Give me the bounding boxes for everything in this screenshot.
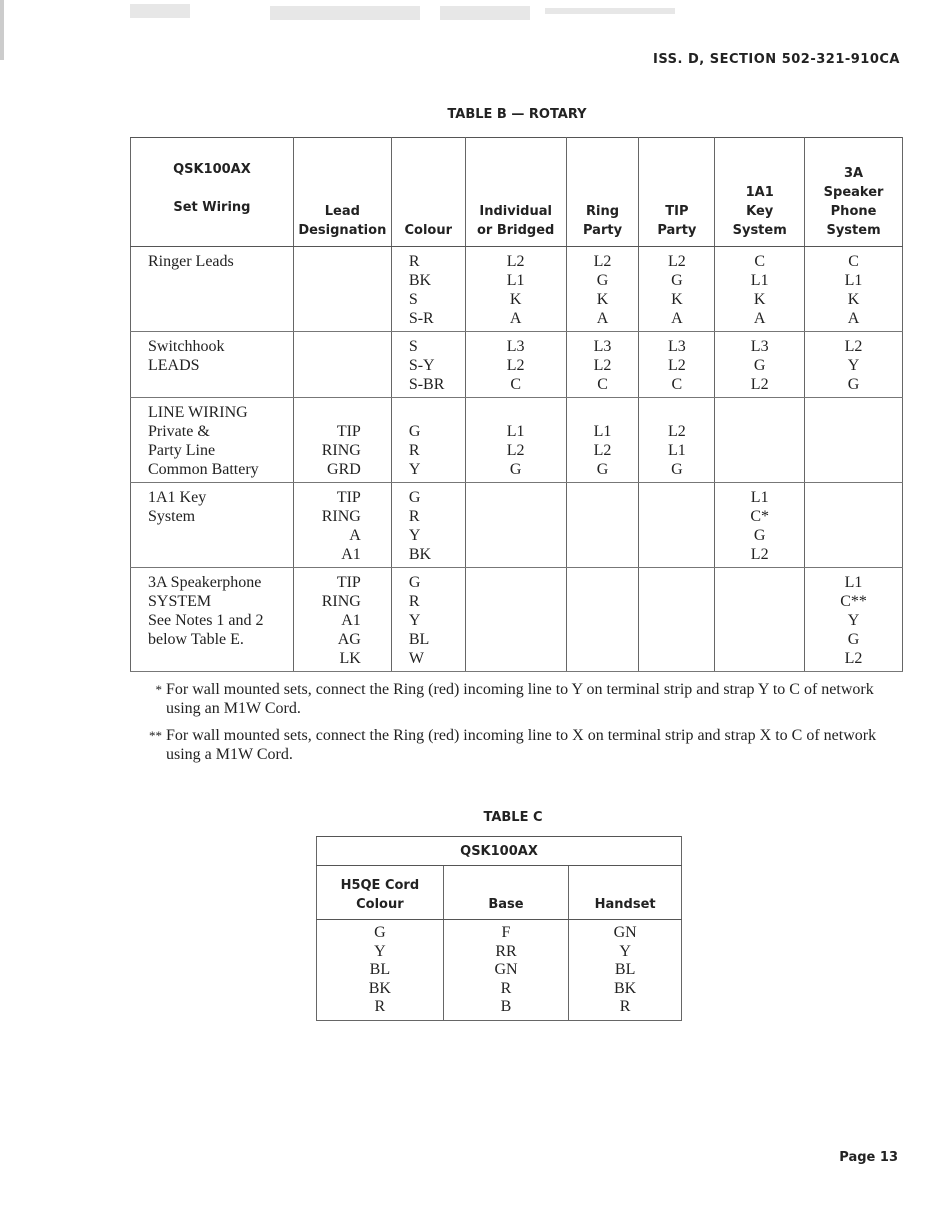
footnote-mark: ** [149,728,162,743]
table-b-col-header [391,138,465,247]
cell-line: L1 [667,442,686,459]
header-line: Speaker [823,185,884,200]
table-b-cell [566,398,639,483]
cell-line: L2 [593,442,612,459]
table-b [130,137,903,672]
cell-line: Y [847,612,860,629]
cell-line: SYSTEM [148,593,212,610]
cell-line: G [671,272,683,289]
header-line: H5QE Cord [340,878,420,893]
cell-line: L2 [844,338,863,355]
cell-line: BL [614,961,636,978]
header-line: Key [746,204,774,219]
header-line: Ring [586,204,620,219]
cell-line: L3 [593,338,612,355]
cell-line: See Notes 1 and 2 [148,612,264,629]
table-b-cell [715,483,805,568]
cell-line: TIP [336,574,361,591]
table-b-cell [715,398,805,483]
cell-line: K [753,291,766,308]
table-b-cell [131,568,294,672]
table-b-cell [639,568,715,672]
header-line: or Bridged [476,223,555,238]
table-c [316,836,682,1021]
cell-line: A [349,527,361,544]
cell-line: A [596,310,609,327]
header-line: TIP [665,204,689,219]
header-line: Designation [298,223,387,238]
cell-line: RING [321,508,361,525]
cell-line: R [408,508,420,525]
table-b-col-header [639,138,715,247]
footnotes [140,680,880,772]
table-b-col-header [131,138,294,247]
cell-line: A [753,310,766,327]
table-c-group-header: QSK100AX [317,837,682,866]
cell-line: Y [847,357,860,374]
cell-line: L1 [844,574,863,591]
header-line: Party [657,223,697,238]
header-line: Colour [404,223,453,238]
cell-line: K [847,291,860,308]
table-b-title: TABLE B — ROTARY [447,107,587,122]
page-number: Page 13 [839,1150,898,1165]
footnote [140,680,880,718]
table-b-cell [805,332,903,398]
table-b-cell [391,398,465,483]
cell-line: G [408,489,421,506]
table-c-group-header-row [317,837,682,866]
table-b-cell [391,247,465,332]
table-b-row [131,332,903,398]
scan-edge [0,0,4,60]
cell-line: Ringer Leads [148,253,234,270]
cell-line: L1 [506,272,525,289]
cell-line: B [500,998,512,1015]
cell-line: L2 [750,376,769,393]
cell-line: 3A Speakerphone [148,574,262,591]
table-b-cell [566,332,639,398]
cell-line: G [753,527,766,544]
cell-line: L2 [506,357,525,374]
cell-line: BK [614,979,637,997]
cell-line: TIP [336,423,361,440]
table-b-cell [465,247,566,332]
cell-line: S [408,338,418,355]
table-b-cell [566,247,639,332]
cell-line: R [408,442,420,459]
cell-line: GN [613,924,637,941]
table-b-cell [131,398,294,483]
footnote-text: For wall mounted sets, connect the Ring (red) incoming line to Y on terminal strip and strap Y to C of network using an M1W Cord. [166,681,874,717]
scan-smudge [440,6,530,20]
table-b-cell [715,247,805,332]
header-line [294,183,391,202]
cell-line: S [408,291,418,308]
cell-line: K [596,291,609,308]
cell-line: Y [408,461,421,478]
cell-line: R [408,253,420,270]
header-line: Colour [356,897,404,912]
cell-line: below Table E. [148,631,244,648]
cell-line: AG [337,631,361,648]
table-c-title: TABLE C [483,810,543,825]
table-b-cell [566,568,639,672]
cell-line: S-Y [408,357,435,374]
table-b-col-header [293,138,391,247]
cell-line: A1 [341,546,361,563]
header-line: System [826,223,881,238]
cell-line: Y [374,942,386,960]
cell-line: L2 [667,357,686,374]
cell-line: C [848,253,859,270]
cell-line: RING [321,593,361,610]
cell-line [567,403,639,422]
cell-line: C [597,376,608,393]
footnote [140,726,880,764]
cell-line: L1 [593,423,612,440]
header-line [466,183,566,202]
header-line: Phone [830,204,877,219]
cell-line: BK [408,272,432,289]
cell-line: Y [619,942,631,960]
table-b-cell [639,483,715,568]
section-header: ISS. D, SECTION 502-321-910CA [653,52,900,67]
cell-line: G [671,461,683,478]
table-b-cell [465,398,566,483]
cell-line: F [501,924,511,941]
table-b-cell [131,247,294,332]
cell-line: TIP [336,489,361,506]
cell-line: Private & [148,423,210,440]
table-b-cell [293,332,391,398]
cell-line: G [408,574,421,591]
table-b-cell [566,483,639,568]
header-line: 3A [844,166,864,181]
table-b-cell [293,483,391,568]
cell-line: RING [321,442,361,459]
cell-line: L2 [593,253,612,270]
cell-line: L2 [667,423,686,440]
cell-line: Common Battery [148,461,259,478]
cell-line: BK [368,979,391,997]
cell-line: A1 [341,612,361,629]
cell-line: LINE WIRING [148,404,248,421]
table-b-cell [391,568,465,672]
cell-line: L1 [750,489,769,506]
header-line [131,179,293,198]
cell-line: L2 [593,357,612,374]
table-b-cell [805,483,903,568]
table-c-header-row [317,866,682,920]
table-b-row [131,483,903,568]
cell-line: L2 [506,253,525,270]
cell-line: L1 [750,272,769,289]
footnote-text: For wall mounted sets, connect the Ring (red) incoming line to X on terminal strip and strap X to C of network using a M1W Cord. [166,727,877,763]
table-c-body-row [317,920,682,1021]
cell-line: L2 [506,442,525,459]
cell-line: C** [840,593,867,610]
table-b-row [131,398,903,483]
table-b-cell [715,332,805,398]
table-b-cell [293,247,391,332]
cell-line: G [847,376,860,393]
table-b-cell [391,483,465,568]
table-b-col-header [465,138,566,247]
scan-smudge [270,6,420,20]
table-b-cell [805,398,903,483]
cell-line: L1 [506,423,525,440]
header-line: 1A1 [745,185,774,200]
cell-line: L2 [750,546,769,563]
table-b-row [131,247,903,332]
cell-line: Y [408,612,421,629]
footnote-mark: * [155,682,162,697]
table-b-cell [639,398,715,483]
cell-line: K [509,291,522,308]
cell-line: Y [408,527,421,544]
header-line: Set Wiring [173,200,251,215]
header-line [567,183,639,202]
cell-line: G [509,461,522,478]
header-line: QSK100AX [173,162,251,177]
cell-line: W [408,650,424,667]
cell-line: R [374,998,386,1015]
header-line [392,183,465,202]
cell-line: 1A1 Key [148,489,207,506]
cell-line: Party Line [148,442,216,459]
cell-line: R [619,998,631,1015]
cell-line: K [671,291,683,308]
table-c-base-cell [443,920,569,1021]
table-b-col-header [805,138,903,247]
header-line [639,183,714,202]
cell-line: L3 [667,338,686,355]
cell-line: S-BR [408,376,445,393]
table-b-cell [293,398,391,483]
table-b-cell [131,332,294,398]
table-b-row [131,568,903,672]
cell-line: BK [408,546,432,563]
scan-smudge [545,8,675,14]
header-line: Individual [479,204,552,219]
table-c-handset-cell [569,920,682,1021]
table-c-header-colour [317,866,444,920]
cell-line: GN [494,961,518,978]
header-line: Lead [324,204,360,219]
table-b-cell [465,483,566,568]
table-c-header-base: Base [443,866,569,920]
cell-line: C [510,376,521,393]
cell-line: G [596,461,609,478]
scan-smudge [130,4,190,18]
cell-line: R [408,593,420,610]
table-b-cell [391,332,465,398]
cell-line: GRD [327,461,361,478]
table-b-cell [131,483,294,568]
table-b-cell [715,568,805,672]
cell-line: A [509,310,522,327]
cell-line: L1 [844,272,863,289]
cell-line: R [500,979,512,997]
cell-line: C [671,376,683,393]
table-c-header-handset: Handset [569,866,682,920]
header-line: System [732,223,787,238]
cell-line: RR [495,942,517,960]
cell-line: LEADS [148,357,200,374]
table-b-cell [639,247,715,332]
cell-line: Switchhook [148,338,225,355]
cell-line: LK [339,650,361,667]
cell-line: System [148,508,196,525]
cell-line: G [408,423,421,440]
cell-line: L3 [750,338,769,355]
cell-line: L3 [506,338,525,355]
table-b-cell [465,568,566,672]
header-line [392,202,465,221]
table-b-header-row [131,138,903,247]
cell-line: L2 [844,650,863,667]
cell-line: C* [750,508,770,525]
cell-line [466,403,566,422]
cell-line: G [374,924,386,941]
cell-line: C [754,253,766,270]
table-b-cell [465,332,566,398]
cell-line [639,403,714,422]
cell-line: G [596,272,609,289]
table-b-cell [293,568,391,672]
table-b-col-header [715,138,805,247]
table-c-colour-cell [317,920,444,1021]
table-b-cell [805,568,903,672]
table-b-cell [639,332,715,398]
cell-line: G [753,357,766,374]
cell-line: A [847,310,860,327]
cell-line [294,403,361,422]
cell-line [409,403,465,422]
cell-line: G [847,631,860,648]
table-b-col-header [566,138,639,247]
cell-line: A [671,310,683,327]
cell-line: L2 [667,253,686,270]
header-line: Party [583,223,623,238]
cell-line: BL [369,961,391,978]
table-b-cell [805,247,903,332]
cell-line: S-R [408,310,434,327]
cell-line: BL [408,631,430,648]
